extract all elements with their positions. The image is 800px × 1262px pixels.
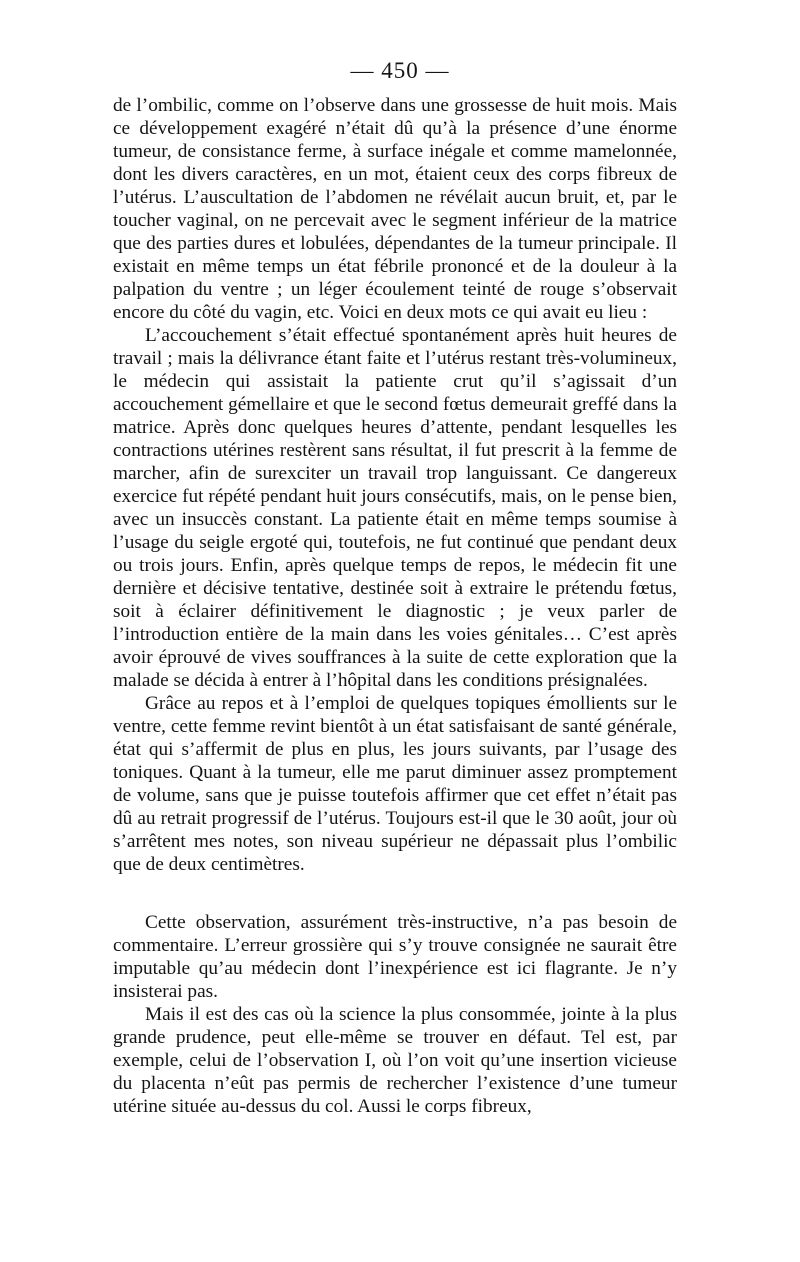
- paragraph-delivery-history: L’accouchement s’était effectué spontanément après huit heures de travail ; mais la délivrance étant faite et l’utérus restant très-volumineux, le médecin qui assistait la patiente crut qu’il s’agissait d’un accouchement gémellaire et que le second fœtus demeurait greffé dans la matrice. Après donc quelques heures d’attente, pendant lesquelles les contractions utérines restèrent sans résultat, il fut prescrit à la femme de marcher, afin de surexciter un travail trop languissant. Ce dangereux exercice fut répété pendant huit jours consécutifs, mais, on le pense bien, avec un insuccès constant. La patiente était en même temps soumise à l’usage du seigle ergoté qui, toutefois, ne fut continué que pendant deux ou trois jours. Enfin, après quelque temps de repos, le médecin fit une dernière et décisive tentative, destinée soit à extraire le prétendu fœtus, soit à éclairer définitivement le diagnostic ; je veux parler de l’introduction entière de la main dans les voies génitales… C’est après avoir éprouvé de vives souffrances à la suite de cette exploration que la malade se décida à entrer à l’hôpital dans les conditions présignalées.: [113, 325, 677, 691]
- page-number: — 450 —: [350, 58, 450, 83]
- paragraph-tumor-description: de l’ombilic, comme on l’observe dans une grossesse de huit mois. Mais ce développement exagéré n’était dû qu’à la présence d’une énorme tumeur, de consistance ferme, à surface inégale et comme mamelonnée, dont les divers caractères, en un mot, étaient ceux des corps fibreux de l’utérus. L’auscultation de l’abdomen ne révélait aucun bruit, et, par le toucher vaginal, on ne percevait avec le segment inférieur de la matrice que des parties dures et lobulées, dépendantes de la tumeur principale. Il existait en même temps un état fébrile prononcé et de la douleur à la palpation du ventre ; un léger écoulement teinté de rouge s’observait encore du côté du vagin, etc. Voici en deux mots ce qui avait eu lieu :: [113, 95, 677, 323]
- commentary-text: [113, 911, 677, 1118]
- paragraph-commentary: Cette observation, assurément très-instructive, n’a pas besoin de commentaire. L’erreur grossière qui s’y trouve consignée ne saurait être imputable qu’au médecin dont l’inexpérience est ici flagrante. Je n’y insisterai pas.: [113, 912, 677, 1002]
- observation-text: [113, 94, 677, 876]
- paragraph-recovery: Grâce au repos et à l’emploi de quelques topiques émollients sur le ventre, cette femme revint bientôt à un état satisfaisant de santé générale, état qui s’affermit de plus en plus, les jours suivants, par l’usage des toniques. Quant à la tumeur, elle me parut diminuer assez promptement de volume, sans que je puisse toutefois affirmer que cet effet n’était pas dû au retrait progressif de l’utérus. Toujours est-il que le 30 août, jour où s’arrêtent mes notes, son niveau supérieur ne dépassait plus l’ombilic que de deux centimètres.: [113, 693, 677, 875]
- paragraph-other-cases: Mais il est des cas où la science la plus consommée, jointe à la plus grande prudence, peut elle-même se trouver en défaut. Tel est, par exemple, celui de l’observation I, où l’on voit qu’une insertion vicieuse du placenta n’eût pas permis de rechercher l’existence d’une tumeur utérine située au-dessus du col. Aussi le corps fibreux,: [113, 1004, 677, 1117]
